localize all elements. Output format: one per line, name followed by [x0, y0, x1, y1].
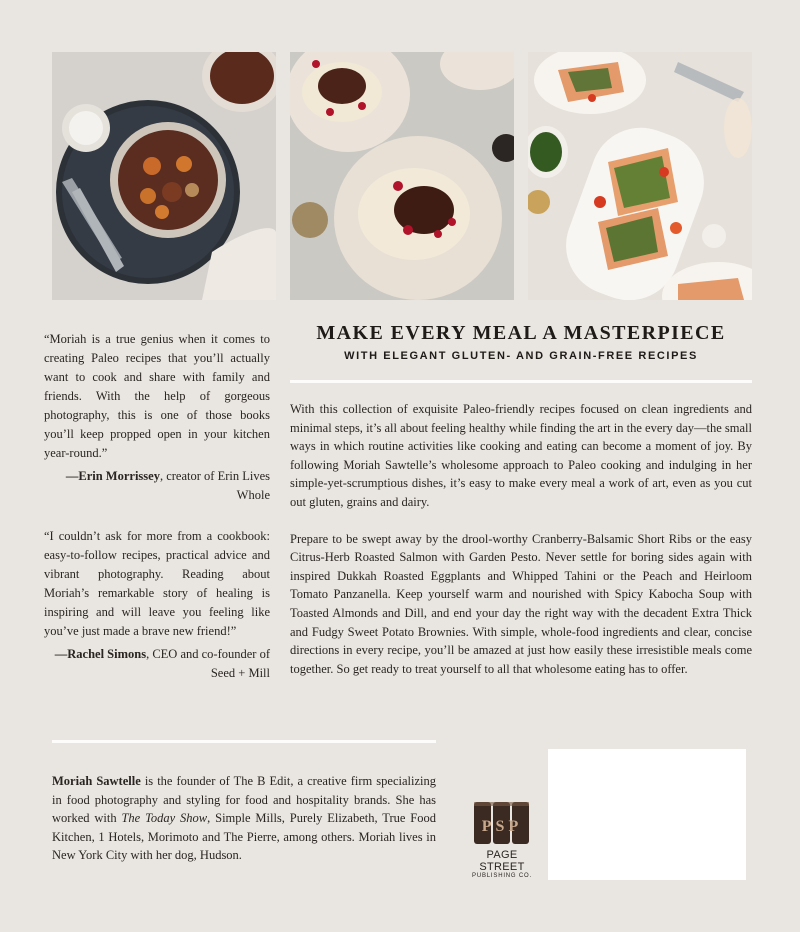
publisher-subname: PUBLISHING CO.	[472, 873, 532, 879]
quote-attribution	[44, 467, 270, 505]
quote-text: “I couldn’t ask for more from a cookbook: easy-to-follow recipes, practical advice and vibrant photography. Reading about Moriah’s remarkable story of healing is inspiring and will leave you feeling like you’ve just made a brave new friend!”	[44, 529, 270, 638]
divider	[290, 380, 752, 383]
beef-stew-photo-icon	[52, 52, 276, 300]
headline	[290, 322, 752, 362]
description	[290, 400, 752, 678]
publisher-logo-letters: PSP	[481, 818, 523, 835]
bio-text-part: , Simple Mills, Purely Elizabeth, True Food Kitchen, 1 Hotels, Morimoto and The Pierre, among others. Moriah lives in New York City with her dog, Hudson.	[52, 811, 436, 863]
bio-text-part: is the founder of The B Edit, a creative firm specializing in food photography and styling for food and hospitality brands. She has worked with	[52, 774, 436, 826]
author-name: Moriah Sawtelle	[52, 774, 141, 788]
bio-show-title: The Today Show	[121, 811, 208, 826]
author-bio-text	[52, 772, 436, 865]
short-ribs-photo-icon	[290, 52, 514, 300]
quote-credit: , creator of Erin Lives Whole	[159, 469, 270, 502]
author-bio	[52, 772, 436, 865]
endorsements	[44, 330, 270, 683]
publisher-logo	[470, 800, 534, 879]
barcode-box	[548, 749, 746, 880]
roasted-salmon-photo-icon	[528, 52, 752, 300]
quote-credit: , CEO and co-founder of Seed + Mill	[146, 647, 270, 680]
headline-title: MAKE EVERY MEAL A MASTERPIECE	[316, 322, 726, 344]
headline-subtitle: WITH ELEGANT GLUTEN- AND GRAIN-FREE RECIPES	[344, 350, 698, 362]
quote-author: —Rachel Simons	[54, 647, 147, 661]
short-ribs-photo	[290, 52, 514, 300]
roasted-salmon-photo	[528, 52, 752, 300]
publisher-logo-icon	[472, 800, 532, 846]
quote-text: “Moriah is a true genius when it comes to creating Paleo recipes that you’ll actually want to cook and share with family and friends. With the help of gorgeous photography, this is one of those books you’ll keep propped open in your kitchen year-round.”	[44, 332, 270, 460]
description-paragraph: With this collection of exquisite Paleo-friendly recipes focused on clean ingredients and minimal steps, it’s all about feeling healthy while finding the art in the every day—the small ways in which routine activities like cooking and eating can become a moment of joy. By following Moriah Sawtelle’s wholesome approach to Paleo cooking and indulging in her simple-yet-scrumptious dishes, it’s easy to make every meal a work of art, even as you cut out gluten, grains and dairy.	[290, 402, 752, 509]
beef-stew-photo	[52, 52, 276, 300]
publisher-name: PAGE STREET	[479, 849, 525, 873]
divider	[52, 740, 436, 743]
description-paragraph: Prepare to be swept away by the drool-worthy Cranberry-Balsamic Short Ribs or the easy Citrus-Herb Roasted Salmon with Garden Pesto. Never settle for boring sides again with inspired Dukkah Roasted Eggplants and Whipped Tahini or the Peach and Heirloom Tomato Panzanella. Keep yourself warm and nourished with Spicy Kabocha Soup with Toasted Almonds and Dill, and end your day the right way with the decadent Extra Thick and Fudgy Sweet Potato Brownies. With simple, whole-food ingredients and clear, concise directions in every recipe, you’ll be amazed at just how easily these irresistible meals come together. So get ready to treat yourself to all that wholesome eating has to offer.	[290, 531, 752, 676]
quote-author: —Erin Morrissey	[65, 469, 160, 483]
quote-attribution	[44, 645, 270, 683]
